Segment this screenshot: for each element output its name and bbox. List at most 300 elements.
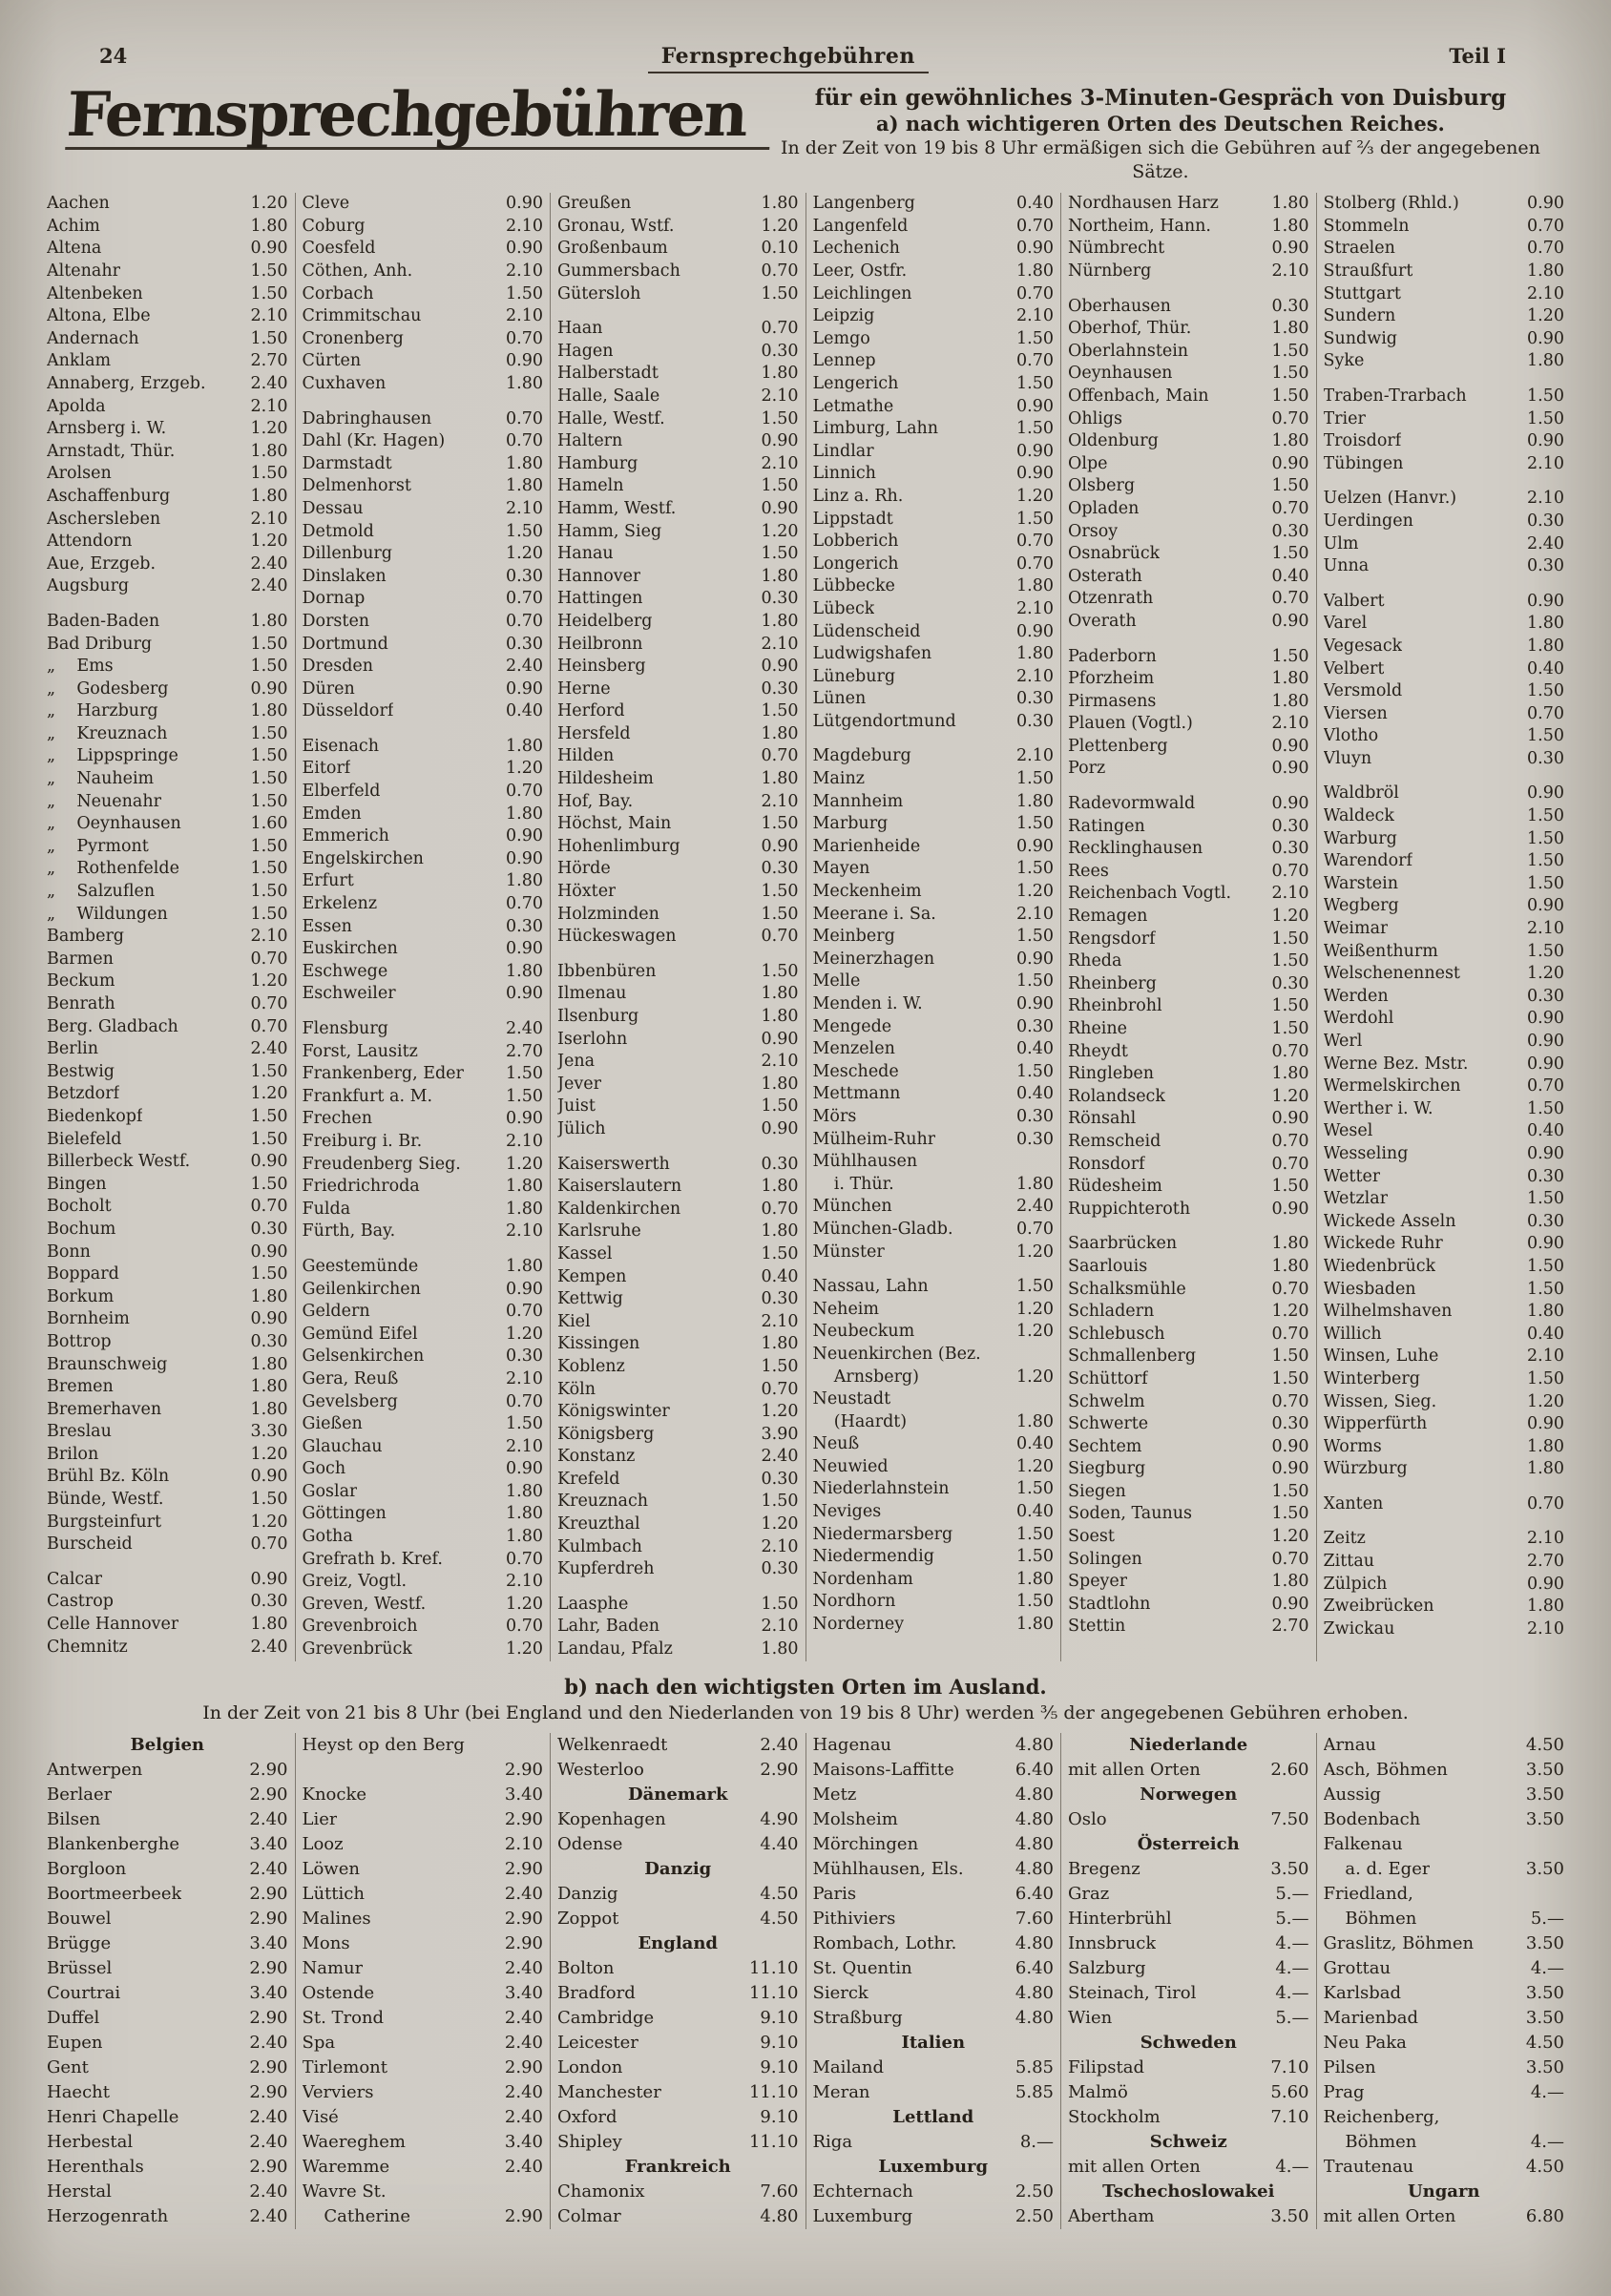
place-name: „ Rothenfelde xyxy=(47,859,179,879)
tariff-price: 1.20 xyxy=(1016,882,1054,902)
tariff-price: 0.30 xyxy=(1016,689,1054,709)
country-header: Frankreich xyxy=(624,2156,731,2177)
place-name: Malines xyxy=(302,1908,371,1929)
tariff-row xyxy=(813,1931,1055,1956)
tariff-row xyxy=(47,634,288,657)
tariff-price: 0.70 xyxy=(506,1302,543,1322)
tariff-row xyxy=(1324,193,1565,216)
tariff-row xyxy=(813,1807,1055,1832)
place-name: Plettenberg xyxy=(1068,736,1168,756)
tariff-row xyxy=(47,611,288,634)
place-name: Lüneburg xyxy=(812,666,896,686)
tariff-row xyxy=(1068,1233,1309,1256)
tariff-price: 0.90 xyxy=(1527,1009,1564,1029)
place-name: Danzig xyxy=(557,1883,618,1904)
column-gap xyxy=(1068,283,1309,296)
tariff-row xyxy=(303,2006,544,2031)
tariff-price: 0.90 xyxy=(250,239,288,259)
tariff-row xyxy=(1324,1143,1565,1166)
tariff-row xyxy=(557,1199,799,1221)
tariff-column xyxy=(806,193,1061,1660)
place-name: Orsoy xyxy=(1068,521,1119,541)
tariff-price: 1.50 xyxy=(250,836,288,856)
tariff-price: 0.30 xyxy=(1527,556,1564,576)
tariff-row xyxy=(813,238,1055,261)
place-name: Kaiserswerth xyxy=(557,1154,670,1174)
tariff-price: 3.50 xyxy=(1270,1858,1309,1879)
tariff-row xyxy=(1068,1324,1309,1346)
place-name: Marienbad xyxy=(1323,2007,1419,2028)
place-name: Erfurt xyxy=(302,871,354,891)
tariff-price: 0.30 xyxy=(1271,521,1309,541)
tariff-price: 11.10 xyxy=(748,1957,799,1978)
place-name: Lindlar xyxy=(812,441,874,461)
place-name: Sundern xyxy=(1323,306,1396,326)
place-name: Prag xyxy=(1323,2081,1365,2102)
column-gap xyxy=(47,598,288,611)
place-name: Olsberg xyxy=(1068,476,1136,496)
place-name: Arnau xyxy=(1323,1734,1377,1755)
place-name: Ostende xyxy=(302,1982,375,2003)
tariff-row xyxy=(1324,1596,1565,1618)
place-name: Greiz, Vogtl. xyxy=(302,1572,408,1592)
tariff-row xyxy=(1068,408,1309,431)
place-name: Hattingen xyxy=(557,589,643,609)
tariff-price: 1.80 xyxy=(250,486,288,506)
tariff-price: 1.50 xyxy=(1527,941,1564,961)
tariff-price: 0.70 xyxy=(1016,553,1054,574)
place-name: Waldeck xyxy=(1323,806,1394,826)
tariff-row xyxy=(303,1041,544,1064)
tariff-row xyxy=(303,193,544,216)
tariff-row xyxy=(303,1256,544,1279)
tariff-price: 2.10 xyxy=(1527,1618,1564,1639)
tariff-row xyxy=(557,1333,799,1356)
part-label: Teil I xyxy=(1449,44,1506,68)
tariff-row xyxy=(557,1006,799,1029)
country-header: Belgien xyxy=(130,1734,204,1755)
place-name: Westerloo xyxy=(557,1759,644,1780)
tariff-price: 7.50 xyxy=(1270,1808,1309,1829)
place-name: Hersfeld xyxy=(557,723,631,743)
place-name: Nordhausen Harz xyxy=(1068,194,1219,214)
tariff-price: 0.90 xyxy=(506,984,543,1004)
tariff-price: 1.20 xyxy=(250,194,288,214)
tariff-row xyxy=(1324,1324,1565,1346)
tariff-price: 1.50 xyxy=(1016,971,1054,991)
tariff-price: 1.80 xyxy=(761,1639,799,1659)
place-name: Werne Bez. Mstr. xyxy=(1323,1054,1469,1074)
tariff-row xyxy=(303,781,544,804)
tariff-price: 1.80 xyxy=(506,1527,543,1547)
tariff-row xyxy=(1068,736,1309,759)
tariff-price: 1.20 xyxy=(506,759,543,779)
tariff-row xyxy=(47,2056,288,2080)
tariff-price: 1.80 xyxy=(506,961,543,981)
tariff-row xyxy=(813,1981,1055,2006)
place-name: Geilenkirchen xyxy=(302,1279,421,1299)
tariff-row xyxy=(557,858,799,881)
tariff-row xyxy=(1068,995,1309,1018)
tariff-price: 2.40 xyxy=(504,1883,543,1904)
tariff-price: 2.70 xyxy=(1527,1552,1564,1572)
tariff-price: 0.30 xyxy=(1527,1211,1564,1231)
tariff-price: 2.70 xyxy=(1271,1617,1309,1637)
tariff-row xyxy=(47,2180,288,2204)
tariff-row xyxy=(813,1388,1055,1411)
place-name: „ Salzuflen xyxy=(47,882,156,902)
tariff-row xyxy=(557,1051,799,1074)
tariff-row xyxy=(557,678,799,701)
tariff-row xyxy=(557,983,799,1006)
tariff-row xyxy=(303,1907,544,1931)
place-name: Barmen xyxy=(47,949,114,969)
tariff-price: 1.50 xyxy=(250,1264,288,1284)
place-name: Welkenraedt xyxy=(557,1734,668,1755)
tariff-row xyxy=(1324,261,1565,283)
tariff-price: 3.40 xyxy=(249,1932,288,1953)
country-header: Lettland xyxy=(892,2106,974,2127)
place-name: Bochum xyxy=(47,1219,116,1239)
place-name: Kassel xyxy=(557,1243,613,1263)
place-name: Schüttorf xyxy=(1068,1368,1148,1388)
tariff-row xyxy=(303,1018,544,1041)
tariff-row xyxy=(303,1956,544,1981)
tariff-row xyxy=(303,2204,544,2229)
place-name: Weimar xyxy=(1323,919,1389,939)
tariff-price: 1.50 xyxy=(250,328,288,348)
tariff-price: 0.30 xyxy=(761,859,799,879)
tariff-price: 1.50 xyxy=(761,701,799,721)
tariff-row xyxy=(557,634,799,657)
tariff-row xyxy=(1324,1166,1565,1189)
tariff-price: 2.40 xyxy=(249,2131,288,2152)
tariff-row xyxy=(47,486,288,509)
tariff-price: 0.70 xyxy=(1527,216,1564,236)
place-name: Darmstadt xyxy=(302,453,392,473)
tariff-price: 0.30 xyxy=(250,1331,288,1351)
tariff-price: 1.50 xyxy=(1271,996,1309,1016)
tariff-row xyxy=(303,825,544,848)
tariff-price: 11.10 xyxy=(748,2081,799,2102)
column-gap xyxy=(303,723,544,736)
tariff-row xyxy=(1068,1458,1309,1481)
intro-note xyxy=(771,83,1550,183)
tariff-row xyxy=(303,870,544,893)
tariff-price: 2.10 xyxy=(1016,306,1054,326)
place-name: Meinerzhagen xyxy=(812,949,935,969)
tariff-price: 1.50 xyxy=(250,283,288,303)
tariff-price: 2.10 xyxy=(1271,714,1309,734)
place-name: Gent xyxy=(47,2056,89,2077)
tariff-price: 1.50 xyxy=(250,769,288,789)
tariff-row xyxy=(47,1083,288,1106)
domestic-table xyxy=(0,193,1611,1660)
place-name: Rheda xyxy=(1068,951,1122,971)
tariff-price: 9.10 xyxy=(760,2032,799,2053)
place-name: Bremerhaven xyxy=(47,1399,162,1419)
tariff-row xyxy=(813,350,1055,373)
place-name: Höxter xyxy=(557,882,617,902)
tariff-price: 0.90 xyxy=(1527,783,1564,804)
place-name: Apolda xyxy=(47,396,106,416)
tariff-price: 0.90 xyxy=(1271,759,1309,779)
tariff-row xyxy=(1068,1279,1309,1302)
tariff-price: 2.40 xyxy=(249,2205,288,2226)
tariff-price: 0.90 xyxy=(1016,836,1054,856)
place-name: Neviges xyxy=(812,1502,882,1522)
tariff-row xyxy=(1068,1041,1309,1064)
tariff-price: 0.70 xyxy=(761,1199,799,1219)
tariff-row xyxy=(1324,328,1565,351)
tariff-row xyxy=(557,1356,799,1379)
tariff-row xyxy=(813,904,1055,927)
place-name: Zweibrücken xyxy=(1323,1597,1434,1617)
place-name: Hinterbrühl xyxy=(1068,1908,1172,1929)
place-name: Viersen xyxy=(1323,703,1388,723)
place-name: Grevenbroich xyxy=(302,1617,418,1637)
tariff-row xyxy=(47,373,288,396)
tariff-price: 1.50 xyxy=(250,1129,288,1149)
place-name: „ Oeynhausen xyxy=(47,814,181,834)
tariff-price: 0.30 xyxy=(761,1289,799,1309)
tariff-row xyxy=(1324,1783,1565,1807)
tariff-row xyxy=(303,566,544,589)
place-name: Lier xyxy=(302,1808,338,1829)
place-name: Gronau, Wstf. xyxy=(557,216,675,236)
tariff-price: 1.80 xyxy=(761,723,799,743)
place-name: Chemnitz xyxy=(47,1637,128,1657)
place-name: Jena xyxy=(557,1052,596,1072)
tariff-price: 3.40 xyxy=(504,1982,543,2003)
tariff-price: 1.80 xyxy=(506,1199,543,1219)
place-name: Wickede Asseln xyxy=(1323,1211,1456,1231)
tariff-row xyxy=(47,1931,288,1956)
place-name: Linz a. Rh. xyxy=(812,486,904,506)
tariff-price: 1.50 xyxy=(1527,386,1564,406)
place-name: Knocke xyxy=(302,1784,367,1805)
place-name: Oberlahnstein xyxy=(1068,341,1189,361)
tariff-price: 0.90 xyxy=(1271,239,1309,259)
tariff-row xyxy=(813,643,1055,666)
place-name: Grefrath b. Kref. xyxy=(302,1549,443,1569)
place-name: Kopenhagen xyxy=(557,1808,666,1829)
place-name: Pilsen xyxy=(1323,2056,1376,2077)
main-title: Fernsprechgebühren xyxy=(65,83,773,150)
place-name: Kissingen xyxy=(557,1334,640,1354)
place-name: Lübeck xyxy=(812,598,875,618)
tariff-row xyxy=(1068,861,1309,884)
tariff-row xyxy=(1324,1931,1565,1956)
place-name: Wesseling xyxy=(1323,1143,1409,1163)
tariff-row xyxy=(557,216,799,239)
place-name: Dorsten xyxy=(302,611,370,631)
tariff-row xyxy=(813,993,1055,1016)
tariff-price: 2.10 xyxy=(250,927,288,947)
tariff-row xyxy=(303,916,544,939)
tariff-price: 1.20 xyxy=(506,1639,543,1659)
tariff-row xyxy=(557,238,799,261)
place-name: Wetzlar xyxy=(1323,1189,1389,1209)
place-name: Plauen (Vogtl.) xyxy=(1068,714,1193,734)
place-name: Niedermarsberg xyxy=(812,1524,953,1544)
tariff-price: 2.40 xyxy=(504,2081,543,2102)
tariff-row xyxy=(813,1174,1055,1197)
tariff-row xyxy=(47,1569,288,1592)
tariff-row xyxy=(303,2180,544,2204)
tariff-price: 0.90 xyxy=(1016,994,1054,1013)
tariff-price: 1.50 xyxy=(1271,1504,1309,1524)
tariff-row xyxy=(557,386,799,408)
tariff-row xyxy=(47,1421,288,1444)
tariff-price: 1.80 xyxy=(1271,431,1309,451)
tariff-row xyxy=(303,1571,544,1594)
tariff-price: 3.50 xyxy=(1525,1982,1564,2003)
place-name: Hohenlimburg xyxy=(557,836,680,856)
place-name: Gelsenkirchen xyxy=(302,1346,425,1367)
tariff-row xyxy=(813,531,1055,553)
tariff-price: 1.50 xyxy=(761,1594,799,1614)
tariff-price: 3.50 xyxy=(1525,1858,1564,1879)
tariff-price: 1.80 xyxy=(250,611,288,631)
tariff-row xyxy=(557,1956,799,1981)
tariff-row xyxy=(47,2080,288,2105)
tariff-price: 3.40 xyxy=(504,1784,543,1805)
tariff-price: 2.90 xyxy=(249,2156,288,2177)
place-name: Rheine xyxy=(1068,1019,1128,1038)
tariff-price: 0.40 xyxy=(1271,566,1309,586)
tariff-price: 4.80 xyxy=(1015,1932,1054,1953)
tariff-row xyxy=(1068,1199,1309,1221)
tariff-price: 0.90 xyxy=(506,826,543,846)
place-name: Hamm, Sieg xyxy=(557,521,662,541)
place-name: Meckenheim xyxy=(812,882,922,902)
tariff-row xyxy=(47,1308,288,1331)
place-name: Castrop xyxy=(47,1592,114,1612)
tariff-row xyxy=(1068,816,1309,839)
place-name: Sierck xyxy=(812,1982,868,2003)
tariff-row xyxy=(557,700,799,723)
tariff-price: 2.50 xyxy=(1015,2181,1054,2202)
place-name: Hilden xyxy=(557,746,615,766)
tariff-price: 0.90 xyxy=(1016,239,1054,259)
place-name: Oxford xyxy=(557,2106,617,2127)
tariff-price: 1.80 xyxy=(1527,351,1564,371)
tariff-price: 1.50 xyxy=(761,904,799,924)
place-name: Porz xyxy=(1068,759,1106,779)
tariff-row xyxy=(47,1832,288,1857)
place-name: Graz xyxy=(1068,1883,1110,1904)
tariff-row xyxy=(1068,1391,1309,1414)
tariff-row xyxy=(303,1758,544,1783)
tariff-price: 5.— xyxy=(1275,1883,1309,1904)
tariff-price: 1.60 xyxy=(250,814,288,834)
tariff-price: 1.80 xyxy=(1016,576,1054,596)
column-gap xyxy=(303,396,544,408)
tariff-row xyxy=(1068,430,1309,453)
tariff-price: 0.30 xyxy=(506,634,543,654)
place-name: Haltern xyxy=(557,431,623,451)
running-title: Fernsprechgebühren xyxy=(648,44,929,73)
tariff-row xyxy=(47,1376,288,1399)
tariff-row xyxy=(1324,305,1565,328)
place-name: Varel xyxy=(1323,614,1368,634)
place-name: „ Wildungen xyxy=(47,904,168,924)
place-name: Verviers xyxy=(302,2081,374,2102)
place-name: Lübbecke xyxy=(812,576,895,596)
place-name: Hamm, Westf. xyxy=(557,498,677,518)
tariff-price: 4.80 xyxy=(1015,1833,1054,1854)
tariff-row xyxy=(813,1956,1055,1981)
tariff-row xyxy=(47,881,288,904)
tariff-price: 0.30 xyxy=(1527,1166,1564,1186)
place-name: Fürth, Bay. xyxy=(302,1221,396,1242)
place-name: Cleve xyxy=(302,194,350,214)
place-name: Anklam xyxy=(47,351,112,371)
tariff-row xyxy=(557,2056,799,2080)
tariff-row xyxy=(303,634,544,657)
tariff-price: 1.20 xyxy=(250,419,288,439)
tariff-row xyxy=(47,1286,288,1309)
tariff-row xyxy=(1068,1086,1309,1109)
tariff-price: 2.40 xyxy=(504,2032,543,2053)
tariff-row xyxy=(303,1639,544,1661)
tariff-row xyxy=(1068,1526,1309,1549)
place-name: Filipstad xyxy=(1068,2056,1145,2077)
tariff-price: 0.30 xyxy=(1527,986,1564,1006)
place-name: „ Kreuznach xyxy=(47,723,168,743)
place-name: Wickede Ruhr xyxy=(1323,1234,1443,1254)
tariff-row xyxy=(1324,1574,1565,1597)
tariff-price: 1.80 xyxy=(506,476,543,496)
place-name: Herbestal xyxy=(47,2131,134,2152)
tariff-row xyxy=(47,283,288,306)
tariff-row xyxy=(557,453,799,476)
tariff-row xyxy=(303,1981,544,2006)
place-name: Aachen xyxy=(47,194,110,214)
column-gap xyxy=(557,1581,799,1594)
tariff-row xyxy=(557,1446,799,1469)
tariff-row xyxy=(303,453,544,476)
tariff-row xyxy=(557,1616,799,1639)
tariff-row xyxy=(813,1524,1055,1547)
place-name: Coburg xyxy=(302,216,366,236)
place-name: Cuxhaven xyxy=(302,373,387,393)
place-name: Karlsbad xyxy=(1323,1982,1402,2003)
tariff-row xyxy=(813,1857,1055,1882)
place-name: Asch, Böhmen xyxy=(1323,1759,1448,1780)
tariff-price: 2.40 xyxy=(504,1957,543,1978)
tariff-price: 0.90 xyxy=(506,1279,543,1299)
tariff-price: 0.40 xyxy=(1016,1084,1054,1104)
tariff-row xyxy=(813,553,1055,576)
tariff-price: 0.90 xyxy=(1527,591,1564,611)
place-name: Kempen xyxy=(557,1266,627,1286)
tariff-row xyxy=(1068,2080,1309,2105)
tariff-price: 1.20 xyxy=(250,1084,288,1104)
tariff-row xyxy=(813,711,1055,734)
tariff-price: 1.20 xyxy=(506,1154,543,1174)
column-gap xyxy=(1324,1515,1565,1528)
place-name: Niederlahnstein xyxy=(812,1479,950,1499)
tariff-row xyxy=(1068,2056,1309,2080)
place-name: Limburg, Lahn xyxy=(812,419,939,439)
place-name: Burgsteinfurt xyxy=(47,1512,162,1532)
place-name: Hanau xyxy=(557,544,614,564)
country-header: Schweiz xyxy=(1149,2131,1227,2152)
tariff-row xyxy=(47,1016,288,1039)
tariff-row xyxy=(1068,261,1309,283)
